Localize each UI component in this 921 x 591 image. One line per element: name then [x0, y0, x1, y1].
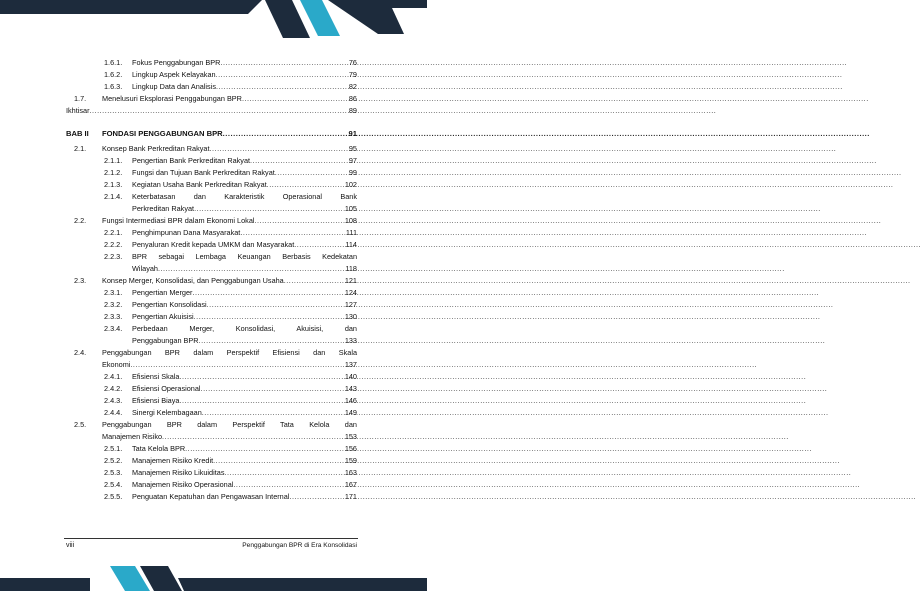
toc-entry-number: 2.5.3.	[104, 468, 123, 477]
toc-entry-number: 2.4.	[74, 348, 87, 357]
toc-entry-number: 2.1.	[74, 144, 87, 153]
toc-entry-title: Pengertian Konsolidasi	[132, 300, 207, 309]
toc-entry-number: 2.3.1.	[104, 288, 123, 297]
toc-entry-number: 2.5.4.	[104, 480, 123, 489]
toc-entry-page-number: 99	[348, 168, 357, 177]
toc-entry-page-number: 121	[344, 276, 357, 285]
dot-leader	[275, 167, 902, 179]
toc-entry-page-number: 153	[344, 432, 357, 441]
toc-entry-number: 2.3.2.	[104, 300, 123, 309]
toc-entry-page-number: 82	[348, 82, 357, 91]
toc-entry-page-number: 163	[344, 468, 357, 477]
dot-leader	[199, 335, 826, 347]
toc-entry-page-number: 108	[344, 216, 357, 225]
dot-leader	[90, 105, 717, 117]
toc-entry-title: Manajemen Risiko Kredit	[132, 456, 214, 465]
toc-entry-page-number: 79	[348, 70, 357, 79]
toc-entry[interactable]	[0, 155, 427, 167]
toc-entry-title: Konsep Merger, Konsolidasi, dan Penggabungan Usaha	[102, 276, 284, 285]
dot-leader	[192, 287, 819, 299]
dot-leader	[194, 311, 821, 323]
toc-entry-number: 2.3.	[74, 276, 87, 285]
dot-leader	[202, 407, 829, 419]
dot-leader	[158, 263, 785, 275]
toc-entry-page-number: 167	[344, 480, 357, 489]
table-of-contents	[0, 0, 427, 591]
toc-entry-number: 2.1.4.	[104, 192, 123, 201]
dot-leader	[185, 443, 812, 455]
toc-entry-title: Penghimpunan Dana Masyarakat	[132, 228, 241, 237]
toc-entry[interactable]	[0, 323, 427, 347]
footer-divider	[64, 538, 358, 539]
toc-entry[interactable]	[0, 191, 427, 215]
dot-leader	[223, 128, 870, 140]
toc-entry[interactable]	[0, 239, 427, 251]
toc-entry[interactable]	[0, 419, 427, 443]
toc-entry-page-number: 171	[344, 492, 357, 501]
toc-entry-title: Efisiensi Operasional	[132, 384, 201, 393]
toc-entry-number: 2.4.3.	[104, 396, 123, 405]
toc-entry-number: 1.6.2.	[104, 70, 123, 79]
toc-entry-number: 2.2.3.	[104, 252, 123, 261]
toc-entry[interactable]	[0, 179, 427, 191]
toc-entry-title: Ikhtisar	[66, 106, 90, 115]
footer-book-title: Penggabungan BPR di Era Konsolidasi	[242, 542, 357, 549]
toc-entry-number: 2.4.2.	[104, 384, 123, 393]
toc-entry[interactable]	[0, 491, 427, 503]
dot-leader	[216, 69, 843, 81]
toc-entry-title: Fokus Penggabungan BPR	[132, 58, 221, 67]
toc-entry[interactable]	[0, 215, 427, 227]
toc-entry[interactable]	[0, 93, 427, 105]
toc-entry-page-number: 146	[344, 396, 357, 405]
toc-entry-page-number: 137	[344, 360, 357, 369]
toc-entry-title: Fungsi dan Tujuan Bank Perkreditan Rakyat	[132, 168, 275, 177]
toc-entry-number: 2.4.4.	[104, 408, 123, 417]
toc-entry-number: 2.5.1.	[104, 444, 123, 453]
toc-entry-page-number: 118	[345, 264, 357, 273]
toc-entry[interactable]	[0, 371, 427, 383]
toc-entry-number: 2.5.	[74, 420, 87, 429]
dot-leader	[294, 239, 921, 251]
toc-entry[interactable]	[0, 287, 427, 299]
toc-entry[interactable]	[0, 81, 427, 93]
toc-entry-number: 2.3.3.	[104, 312, 123, 321]
toc-entry[interactable]	[0, 251, 427, 275]
footer-stripe	[178, 578, 427, 591]
toc-entry[interactable]	[0, 69, 427, 81]
dot-leader	[284, 275, 911, 287]
toc-entry-number: 2.4.1.	[104, 372, 123, 381]
toc-entry-page-number: 127	[344, 300, 357, 309]
toc-entry[interactable]	[0, 167, 427, 179]
dot-leader	[213, 455, 840, 467]
toc-entry-number: 2.3.4.	[104, 324, 123, 333]
toc-entry-number: 2.1.3.	[104, 180, 123, 189]
toc-entry-title: Fungsi Intermediasi BPR dalam Ekonomi Lokal	[102, 216, 255, 225]
toc-entry-number: 2.5.5.	[104, 492, 123, 501]
toc-entry-page-number: 102	[344, 180, 357, 189]
toc-entry-title: Lingkup Data dan Analisis	[132, 82, 216, 91]
toc-entry-page-number: 140	[344, 372, 357, 381]
toc-entry-page-number: 156	[344, 444, 357, 453]
toc-entry-page-number: 95	[348, 144, 357, 153]
toc-entry-title: Lingkup Aspek Kelayakan	[132, 70, 216, 79]
toc-entry[interactable]	[0, 455, 427, 467]
toc-entry-number: 2.2.	[74, 216, 87, 225]
footer-decoration	[0, 566, 427, 591]
toc-entry-title: Menelusuri Eksplorasi Penggabungan BPR	[102, 94, 242, 103]
dot-leader	[224, 467, 851, 479]
toc-entry-page-number: 91	[348, 129, 357, 138]
toc-entry-page-number: 89	[348, 106, 357, 115]
toc-entry-number: 1.7.	[74, 94, 87, 103]
dot-leader	[210, 143, 837, 155]
toc-entry-page-number: 76	[348, 58, 357, 67]
toc-entry-title-continued: Manajemen Risiko	[102, 432, 163, 441]
toc-entry-page-number: 130	[344, 312, 357, 321]
toc-entry-page-number: 114	[345, 240, 357, 249]
toc-entry[interactable]	[0, 275, 427, 287]
toc-entry-number: 2.2.1.	[104, 228, 123, 237]
toc-entry-title: Efisiensi Skala	[132, 372, 180, 381]
toc-entry[interactable]	[0, 443, 427, 455]
dot-leader	[130, 359, 757, 371]
toc-entry[interactable]	[0, 479, 427, 491]
toc-entry[interactable]	[0, 467, 427, 479]
toc-entry[interactable]	[0, 57, 427, 69]
toc-entry-page-number: 124	[344, 288, 357, 297]
toc-entry-title: FONDASI PENGGABUNGAN BPR	[102, 129, 223, 138]
toc-entry[interactable]	[0, 407, 427, 419]
toc-entry-title: Pengertian Bank Perkreditan Rakyat	[132, 156, 251, 165]
toc-entry[interactable]	[0, 128, 427, 140]
toc-entry-title: BPR sebagai Lembaga Keuangan Berbasis Kedekatan	[132, 252, 357, 261]
toc-entry-title-continued: Penggabungan BPR	[132, 336, 199, 345]
dot-leader	[216, 81, 843, 93]
toc-entry-title: Penguatan Kepatuhan dan Pengawasan Internal	[132, 492, 290, 501]
toc-entry[interactable]	[0, 383, 427, 395]
toc-entry-page-number: 149	[344, 408, 357, 417]
toc-entry[interactable]	[0, 105, 427, 117]
toc-entry-page-number: 86	[348, 94, 357, 103]
toc-entry[interactable]	[0, 311, 427, 323]
footer-stripe	[0, 578, 90, 591]
toc-entry-page-number: 143	[344, 384, 357, 393]
toc-entry-title: Sinergi Kelembagaan	[132, 408, 202, 417]
toc-entry[interactable]	[0, 227, 427, 239]
toc-entry-title: Perbedaan Merger, Konsolidasi, Akuisisi, dan	[132, 324, 357, 333]
dot-leader	[289, 491, 916, 503]
toc-entry-title: Penggabungan BPR dalam Perspektif Efisiensi dan Skala	[102, 348, 357, 357]
toc-entry-title: Efisiensi Biaya	[132, 396, 180, 405]
toc-entry-title: Manajemen Risiko Likuiditas	[132, 468, 225, 477]
toc-entry-title-continued: Ekonomi	[102, 360, 131, 369]
dot-leader	[194, 203, 821, 215]
toc-entry-page-number: 105	[344, 204, 357, 213]
toc-entry-page-number: 159	[344, 456, 357, 465]
toc-entry-title: Penggabungan BPR dalam Perspektif Tata Kelola dan	[102, 420, 357, 429]
toc-entry-title: Tata Kelola BPR	[132, 444, 186, 453]
dot-leader	[179, 395, 806, 407]
toc-entry[interactable]	[0, 395, 427, 407]
dot-leader	[267, 179, 894, 191]
toc-entry-number: 1.6.3.	[104, 82, 123, 91]
toc-entry-title: Pengertian Merger	[132, 288, 193, 297]
toc-entry-title: Pengertian Akuisisi	[132, 312, 194, 321]
toc-entry-number: 1.6.1.	[104, 58, 123, 67]
toc-entry-title: Keterbatasan dan Karakteristik Operasional Bank	[132, 192, 357, 201]
toc-entry-title: Kegiatan Usaha Bank Perkreditan Rakyat	[132, 180, 267, 189]
toc-entry[interactable]	[0, 143, 427, 155]
dot-leader	[179, 371, 806, 383]
toc-entry-page-number: 111	[345, 228, 357, 237]
footer-page-number: viii	[66, 542, 75, 549]
toc-entry[interactable]	[0, 347, 427, 371]
toc-entry-page-number: 97	[348, 156, 357, 165]
toc-entry-title-continued: Wilayah	[132, 264, 158, 273]
toc-entry-title: Penyaluran Kredit kepada UMKM dan Masyarakat	[132, 240, 295, 249]
dot-leader	[207, 299, 834, 311]
toc-entry-number: 2.5.2.	[104, 456, 123, 465]
toc-entry-number: BAB II	[66, 129, 89, 138]
toc-entry-number: 2.1.2.	[104, 168, 123, 177]
dot-leader	[201, 383, 828, 395]
dot-leader	[162, 431, 789, 443]
toc-entry-title: Konsep Bank Perkreditan Rakyat	[102, 144, 210, 153]
toc-entry-page-number: 133	[344, 336, 357, 345]
toc-entry-title-continued: Perkreditan Rakyat	[132, 204, 195, 213]
toc-entry-number: 2.1.1.	[104, 156, 123, 165]
toc-entry-number: 2.2.2.	[104, 240, 123, 249]
toc-entry-title: Manajemen Risiko Operasional	[132, 480, 234, 489]
toc-entry[interactable]	[0, 299, 427, 311]
dot-leader	[220, 57, 847, 69]
